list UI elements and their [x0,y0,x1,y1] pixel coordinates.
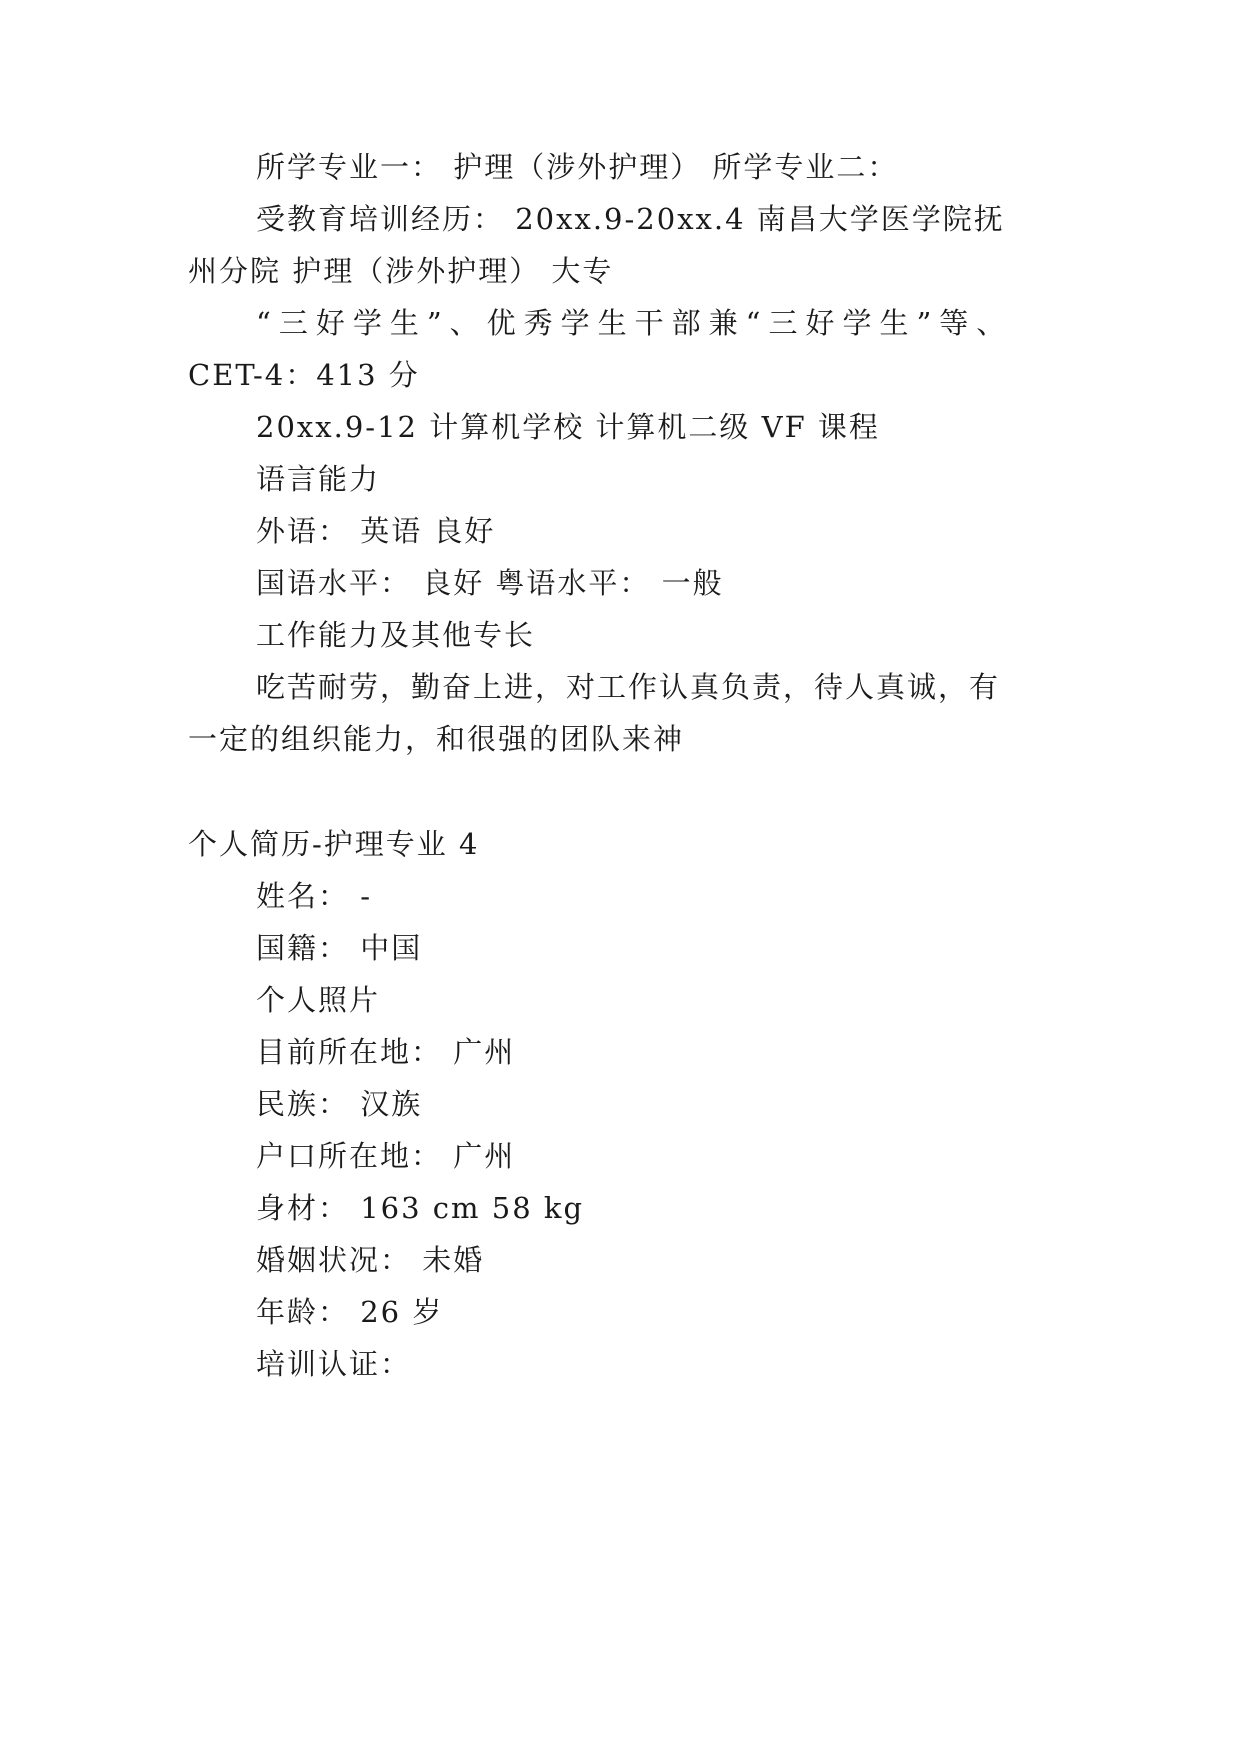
profile-ethnicity: 民族： 汉族 [256,1087,423,1121]
foreign-language-line: 外语： 英语 良好 [256,514,496,548]
computer-course-line: 20xx.9-12 计算机学校 计算机二级 VF 课程 [256,410,880,444]
cet-line: CET-4：413 分 [188,358,420,392]
education-line-1: 受教育培训经历： 20xx.9-20xx.4 南昌大学医学院抚 [256,202,1005,236]
section-title: 个人简历-护理专业 4 [188,827,480,861]
skills-line-1: 吃苦耐劳，勤奋上进，对工作认真负责，待人真诚，有 [256,670,1001,704]
awards-line: “三好学生”、优秀学生干部兼“三好学生”等、 [256,306,1014,340]
skills-line-2: 一定的组织能力，和很强的团队来神 [188,722,685,756]
profile-age: 年龄： 26 岁 [256,1295,444,1329]
major-line: 所学专业一： 护理（涉外护理） 所学专业二： [256,150,899,184]
profile-marital-status: 婚姻状况： 未婚 [256,1243,485,1277]
education-line-2: 州分院 护理（涉外护理） 大专 [188,254,614,288]
profile-name: 姓名： - [256,879,373,913]
profile-nationality: 国籍： 中国 [256,931,423,965]
profile-body: 身材： 163 cm 58 kg [256,1191,585,1225]
language-heading: 语言能力 [256,462,381,496]
profile-photo-label: 个人照片 [256,983,381,1017]
profile-certification: 培训认证： [256,1347,412,1381]
skills-heading: 工作能力及其他专长 [256,618,536,652]
mandarin-cantonese-line: 国语水平： 良好 粤语水平： 一般 [256,566,724,600]
profile-hukou: 户口所在地： 广州 [256,1139,516,1173]
profile-location: 目前所在地： 广州 [256,1035,516,1069]
